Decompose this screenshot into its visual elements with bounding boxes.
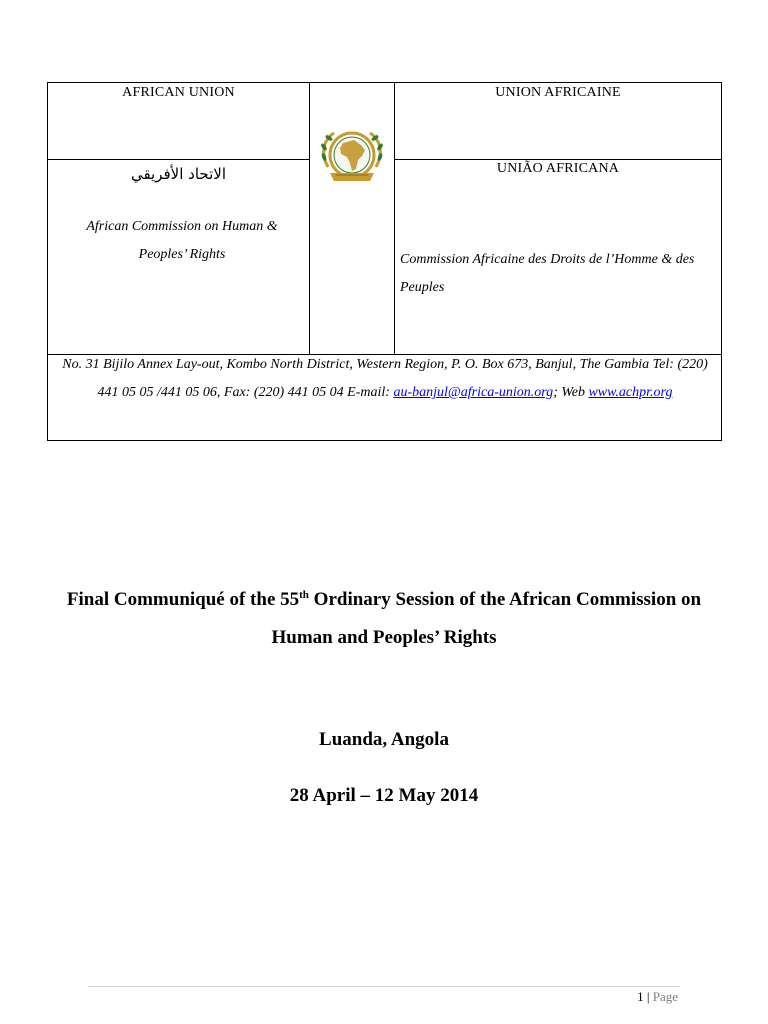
title-part-1: Final Communiqué of the 55 <box>66 589 300 610</box>
session-dates: 28 April – 12 May 2014 <box>289 785 479 806</box>
au-name-arabic: الاتحاد الأفريقي <box>130 165 227 183</box>
column-divider <box>394 83 395 354</box>
row-divider <box>48 159 309 160</box>
letterhead-table <box>47 82 722 441</box>
email-link[interactable]: au-banjul@africa-union.org <box>393 385 554 400</box>
page-number-footer <box>637 989 678 1005</box>
address-block <box>56 351 714 407</box>
au-name-french: UNION AFRICAINE <box>495 85 621 100</box>
address-text: No. 31 Bijilo Annex Lay-out, Kombo North District, Western Region, P. O. Box 673, Banjul, The Gambia Tel: (220) 441 05 05 /441 05 06, Fax: (220) 441 05 04 E-mail: <box>62 357 708 400</box>
commission-name-english: African Commission on Human & Peoples’ Rights <box>86 219 278 262</box>
page-separator: | <box>643 989 653 1004</box>
au-name-english: AFRICAN UNION <box>122 85 235 100</box>
commission-name-french: Commission Africaine des Droits de l’Homme & des Peuples <box>400 252 695 295</box>
title-part-2: Ordinary Session of the African Commission on Human and Peoples’ Rights <box>271 589 702 648</box>
web-label: ; Web <box>553 385 589 400</box>
row-divider <box>394 159 722 160</box>
title-superscript: th <box>299 589 309 601</box>
website-link[interactable]: www.achpr.org <box>588 385 673 400</box>
au-emblem-logo <box>310 123 394 203</box>
document-title <box>60 576 708 657</box>
au-name-portuguese: UNIÃO AFRICANA <box>496 161 620 176</box>
page-number: 1 <box>637 989 644 1004</box>
page-label: Page <box>652 989 678 1004</box>
session-location: Luanda, Angola <box>319 729 449 750</box>
footer-divider <box>88 986 680 987</box>
